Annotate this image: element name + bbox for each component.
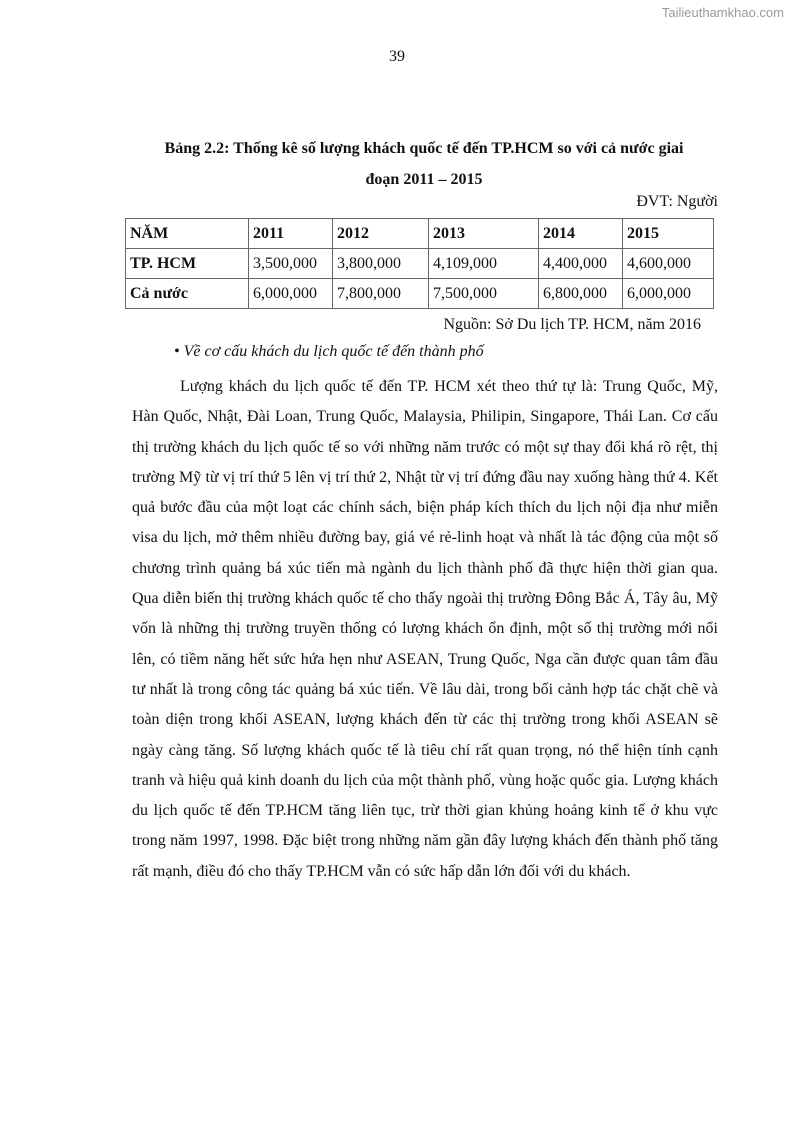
table-caption [120, 133, 728, 195]
body-paragraph: Lượng khách du lịch quốc tế đến TP. HCM xét theo thứ tự là: Trung Quốc, Mỹ, Hàn Quốc, Nhật, Đài Loan, Trung Quốc, Malaysia, Philipin, Singapore, Thái Lan. Cơ cấu thị trường khách du lịch quốc tế so với những năm trước có một sự thay đổi khá rõ rệt, thị trường Mỹ từ vị trí thứ 5 lên vị trí thứ 2, Nhật từ vị trí đứng đầu nay xuống hàng thứ 4. Kết quả bước đầu của một loạt các chính sách, biện pháp kích thích du lịch nội địa như miễn visa du lịch, mở thêm nhiều đường bay, giá vé rẻ-linh hoạt và nhất là tác động của một số chương trình quảng bá xúc tiến mà ngành du lịch thành phố đã thực hiện thời gian qua. Qua diễn biến thị trường khách quốc tế cho thấy ngoài thị trường Đông Bắc Á, Tây âu, Mỹ vốn là những thị trường truyền thống có lượng khách ổn định, một số thị trường mới nổi lên, có tiềm năng hết sức hứa hẹn như ASEAN, Trung Quốc, Nga cần được quan tâm đầu tư nhất là trong công tác quảng bá xúc tiến. Về lâu dài, trong bối cảnh hợp tác chặt chẽ và toàn diện trong khối ASEAN, lượng khách đến từ các thị trường trong khối ASEAN sẽ ngày càng tăng. Số lượng khách quốc tế là tiêu chí rất quan trọng, nó thể hiện tính cạnh tranh và hiệu quả kinh doanh du lịch của một thành phố, vùng hoặc quốc gia. Lượng khách du lịch quốc tế đến TP.HCM tăng liên tục, trừ thời gian khủng hoảng kinh tế ở khu vực trong năm 1997, 1998. Đặc biệt trong những năm gần đây lượng khách đến thành phố tăng rất mạnh, điều đó cho thấy TP.HCM vẫn có sức hấp dẫn lớn đối với du khách. [132, 378, 718, 880]
table-cell: 3,800,000 [333, 249, 429, 279]
header-cell: 2014 [539, 219, 623, 249]
caption-line-1: Bảng 2.2: Thống kê số lượng khách quốc tế đến TP.HCM so với cả nước giai [164, 140, 684, 157]
header-cell: 2011 [249, 219, 333, 249]
table-header-row [126, 219, 714, 249]
table-row [126, 279, 714, 309]
row-label: TP. HCM [126, 249, 249, 279]
table-cell: 6,800,000 [539, 279, 623, 309]
header-cell: 2015 [623, 219, 714, 249]
table-row [126, 249, 714, 279]
table-cell: 7,500,000 [429, 279, 539, 309]
page-number: 39 [389, 48, 405, 65]
section-bullet-heading: • Về cơ cấu khách du lịch quốc tế đến thành phố [174, 343, 484, 360]
table-cell: 6,000,000 [249, 279, 333, 309]
source-note: Nguồn: Sở Du lịch TP. HCM, năm 2016 [443, 316, 701, 333]
table-cell: 4,600,000 [623, 249, 714, 279]
table-cell: 3,500,000 [249, 249, 333, 279]
header-cell: 2013 [429, 219, 539, 249]
watermark: Tailieuthamkhao.com [661, 5, 784, 20]
table-cell: 4,109,000 [429, 249, 539, 279]
row-label: Cả nước [126, 279, 249, 309]
header-cell: NĂM [126, 219, 249, 249]
table-cell: 7,800,000 [333, 279, 429, 309]
header-cell: 2012 [333, 219, 429, 249]
table-cell: 6,000,000 [623, 279, 714, 309]
table-cell: 4,400,000 [539, 249, 623, 279]
statistics-table [125, 218, 714, 309]
unit-label: ĐVT: Người [636, 193, 718, 210]
caption-line-2: đoạn 2011 – 2015 [365, 171, 483, 188]
